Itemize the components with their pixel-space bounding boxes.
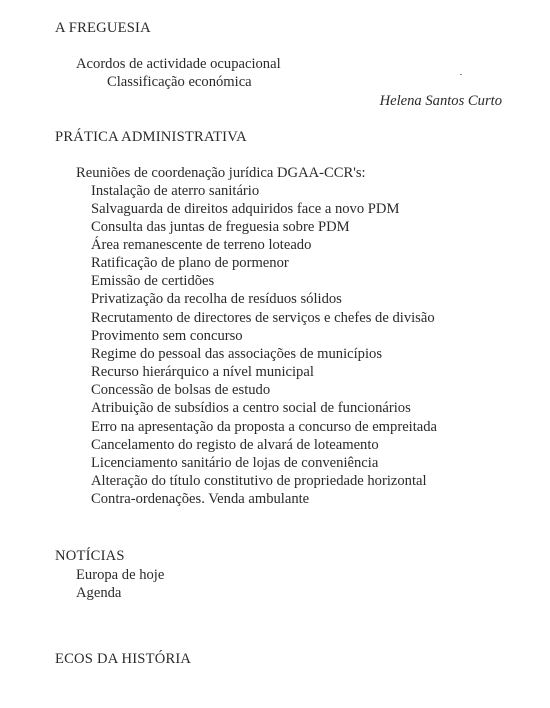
- section-heading-freguesia: A FREGUESIA: [55, 20, 151, 36]
- pratica-item: Atribuição de subsídios a centro social de funcionários: [91, 400, 411, 416]
- scan-speck: [460, 74, 462, 75]
- pratica-item: Recrutamento de directores de serviços e chefes de divisão: [91, 310, 435, 326]
- pratica-item: Área remanescente de terreno loteado: [91, 237, 312, 253]
- noticias-item: Europa de hoje: [76, 567, 165, 583]
- section-heading-noticias: NOTÍCIAS: [55, 548, 125, 564]
- pratica-item: Provimento sem concurso: [91, 328, 243, 344]
- pratica-item: Recurso hierárquico a nível municipal: [91, 364, 314, 380]
- pratica-item: Regime do pessoal das associações de municípios: [91, 346, 382, 362]
- pratica-item: Emissão de certidões: [91, 273, 215, 289]
- noticias-item: Agenda: [76, 585, 122, 601]
- pratica-item: Alteração do título constitutivo de propriedade horizontal: [91, 473, 427, 489]
- pratica-item: Contra-ordenações. Venda ambulante: [91, 491, 310, 507]
- pratica-item: Salvaguarda de direitos adquiridos face a novo PDM: [91, 201, 400, 217]
- freguesia-item: Acordos de actividade ocupacional: [76, 56, 281, 72]
- pratica-item: Concessão de bolsas de estudo: [91, 382, 271, 398]
- pratica-item: Erro na apresentação da proposta a concurso de empreitada: [91, 419, 438, 435]
- pratica-item: Licenciamento sanitário de lojas de conveniência: [91, 455, 379, 471]
- pratica-item: Privatização da recolha de resíduos sólidos: [91, 291, 342, 307]
- author-name: Helena Santos Curto: [379, 93, 502, 109]
- freguesia-subitem: Classificação económica: [107, 74, 252, 90]
- pratica-item: Ratificação de plano de pormenor: [91, 255, 289, 271]
- pratica-intro: Reuniões de coordenação jurídica DGAA-CCR's:: [76, 165, 366, 181]
- section-heading-pratica: PRÁTICA ADMINISTRATIVA: [55, 129, 247, 145]
- pratica-item: Consulta das juntas de freguesia sobre PDM: [91, 219, 350, 235]
- pratica-item: Cancelamento do registo de alvará de loteamento: [91, 437, 379, 453]
- section-heading-ecos: ECOS DA HISTÓRIA: [55, 651, 192, 667]
- pratica-item: Instalação de aterro sanitário: [91, 183, 260, 199]
